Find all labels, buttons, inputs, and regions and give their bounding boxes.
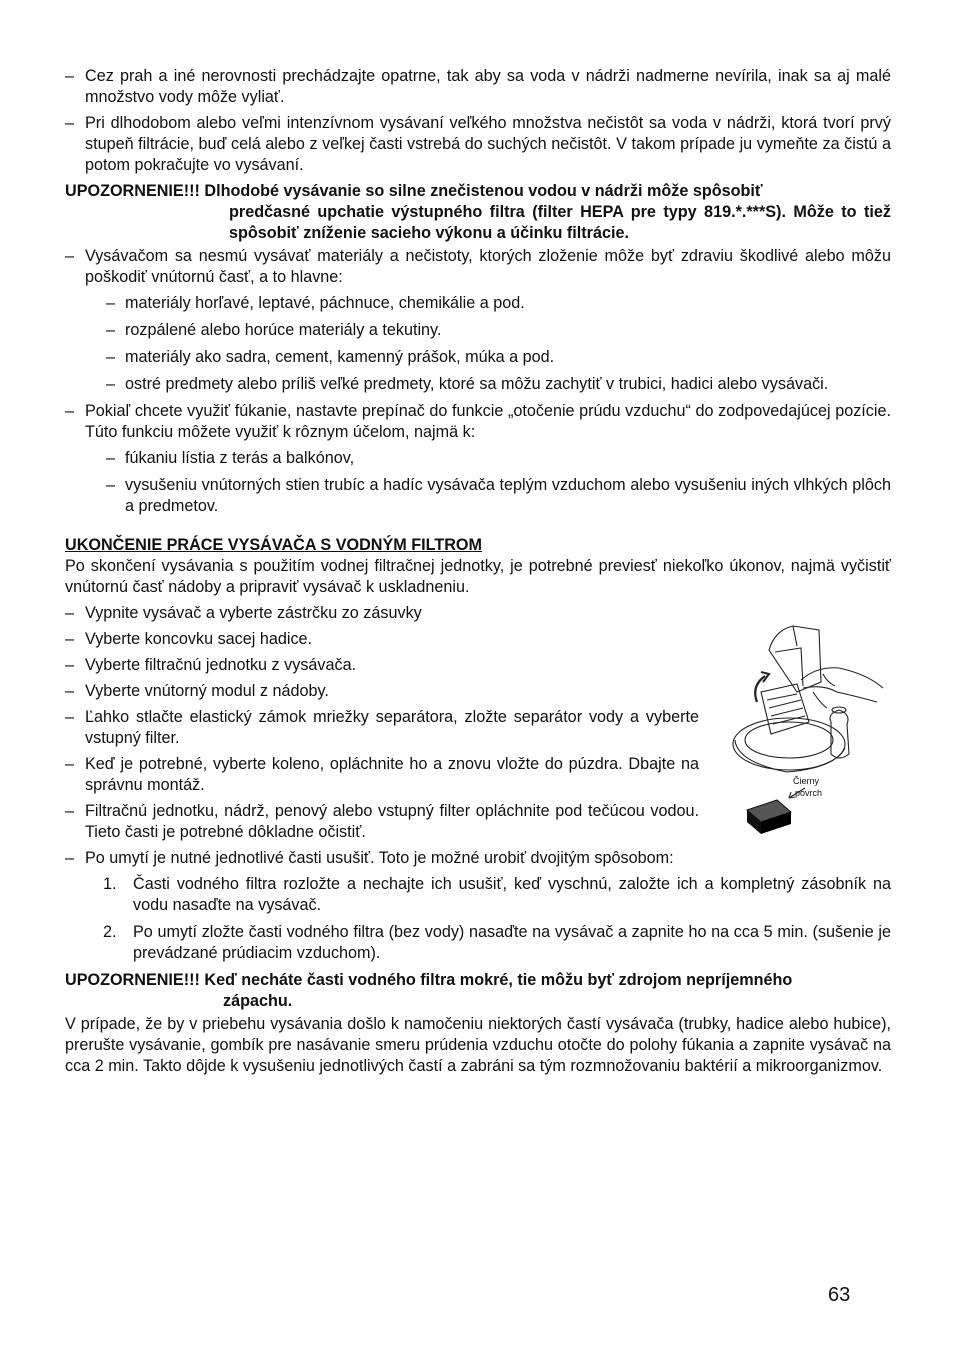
illustration-svg — [727, 622, 887, 838]
bullet-item: – Pokiaľ chcete využiť fúkanie, nastavte prepínač do funkcie „otočenie prúdu vzduchu“ do zodpovedajúcej pozície. Túto funkciu môžete využiť k rôznym účelom, najmä k: — [65, 401, 891, 443]
warning-text-rest: predčasné upchatie výstupného filtra (filter HEPA pre typy 819.*.***S). Môže to tiež spôsobiť zníženie sacieho výkonu a účinku filtrácie. — [229, 203, 891, 242]
warning-text-first: Keď necháte časti vodného filtra mokré, tie môžu byť zdrojom nepríjemného — [204, 971, 793, 989]
step-item: – Vyberte vnútorný modul z nádoby. — [65, 681, 699, 702]
step-item: – Vyberte filtračnú jednotku z vysávača. — [65, 655, 699, 676]
steps-list — [65, 603, 699, 843]
warning-2 — [65, 970, 891, 1012]
sub-item: – rozpálené alebo horúce materiály a tekutiny. — [65, 320, 891, 341]
warning-label: UPOZORNENIE!!! — [65, 182, 200, 200]
sub-item: – fúkaniu lístia z terás a balkónov, — [65, 448, 891, 469]
warning-1 — [65, 181, 891, 244]
bullet-item: – Po umytí je nutné jednotlivé časti usušiť. Toto je možné urobiť dvojitým spôsobom: — [65, 848, 891, 869]
bullet-item: – Vysávačom sa nesmú vysávať materiály a nečistoty, ktorých zloženie môže byť zdraviu škodlivé alebo môžu poškodiť vnútornú časť, a to hlavne: — [65, 246, 891, 288]
sub-item: – materiály ako sadra, cement, kamenný prášok, múka a pod. — [65, 347, 891, 368]
step-item: – Vyberte koncovku sacej hadice. — [65, 629, 699, 650]
step-item: – Vypnite vysávač a vyberte zástrčku zo zásuvky — [65, 603, 699, 624]
warning-text-rest: zápachu. — [223, 992, 293, 1010]
sub-item: – ostré predmety alebo príliš veľké predmety, ktoré sa môžu zachytiť v trubici, hadici alebo vysávači. — [65, 374, 891, 395]
step-item: – Filtračnú jednotku, nádrž, penový alebo vstupný filter opláchnite pod tečúcou vodou. Tieto časti je potrebné dôkladne očistiť. — [65, 801, 699, 843]
page-content — [65, 66, 891, 1082]
figure-label-line2: povrch — [795, 788, 823, 798]
item-text: Časti vodného filtra rozložte a nechajte ich usušiť, keď vyschnú, založte ich a kompletný zásobník na vodu nasaďte na vysávač. — [133, 875, 891, 914]
item-number: 1. — [103, 875, 117, 893]
filter-illustration — [727, 622, 887, 838]
step-item: – Ľahko stlačte elastický zámok mriežky separátora, zložte separátor vody a vyberte vstupný filter. — [65, 707, 699, 749]
item-text: Po umytí zložte časti vodného filtra (bez vody) nasaďte na vysávač a zapnite ho na cca 5 min. (sušenie je prevádzané prúdiacim vzduchom). — [133, 923, 891, 962]
black-surface-block — [747, 800, 791, 834]
bullet-item: – Cez prah a iné nerovnosti prechádzajte opatrne, tak aby sa voda v nádrži nadmerne nevírila, inak sa aj malé množstvo vody môže vyliať. — [65, 66, 891, 108]
sub-item: – vysušeniu vnútorných stien trubíc a hadíc vysávača teplým vzduchom alebo vysušeniu iných vlhkých plôch a predmetov. — [65, 475, 891, 517]
figure-label-line1: Čierny — [793, 776, 820, 786]
section-heading: UKONČENIE PRÁCE VYSÁVAČA S VODNÝM FILTROM — [65, 536, 482, 554]
warning-label: UPOZORNENIE!!! — [65, 971, 200, 989]
item-number: 2. — [103, 923, 117, 941]
numbered-item — [65, 874, 891, 916]
step-item: – Keď je potrebné, vyberte koleno, opláchnite ho a znovu vložte do púzdra. Dbajte na správnu montáž. — [65, 754, 699, 796]
warning-text-first: Dlhodobé vysávanie so silne znečistenou vodou v nádrži môže spôsobiť — [204, 182, 763, 200]
closing-paragraph: V prípade, že by v priebehu vysávania došlo k namočeniu niektorých častí vysávača (trubky, hadice alebo hubice), prerušte vysávanie, gombík pre nasávanie smeru prúdenia vzduchu otočte do polohy fúkania a zapnite vysávač na cca 2 min. Takto dôjde k vysušeniu jednotlivých častí a zabráni sa tým rozmnožovaniu baktérií a mikroorganizmov. — [65, 1015, 891, 1075]
page-number: 63 — [828, 1284, 851, 1306]
numbered-item — [65, 922, 891, 964]
bullet-item: – Pri dlhodobom alebo veľmi intenzívnom vysávaní veľkého množstva nečistôt sa voda v nádrži, ktorá tvorí prvý stupeň filtrácie, buď celá alebo z veľkej časti vstrebá do suchých nečistôt. V takom prípade ju vymeňte za čistú a potom pokračujte vo vysávaní. — [65, 113, 891, 176]
sub-item: – materiály horľavé, leptavé, páchnuce, chemikálie a pod. — [65, 293, 891, 314]
section-intro: Po skončení vysávania s použitím vodnej filtračnej jednotky, je potrebné previesť niekoľko úkonov, najmä vyčistiť vnútornú časť nádoby a pripraviť vysávač k uskladneniu. — [65, 557, 891, 596]
